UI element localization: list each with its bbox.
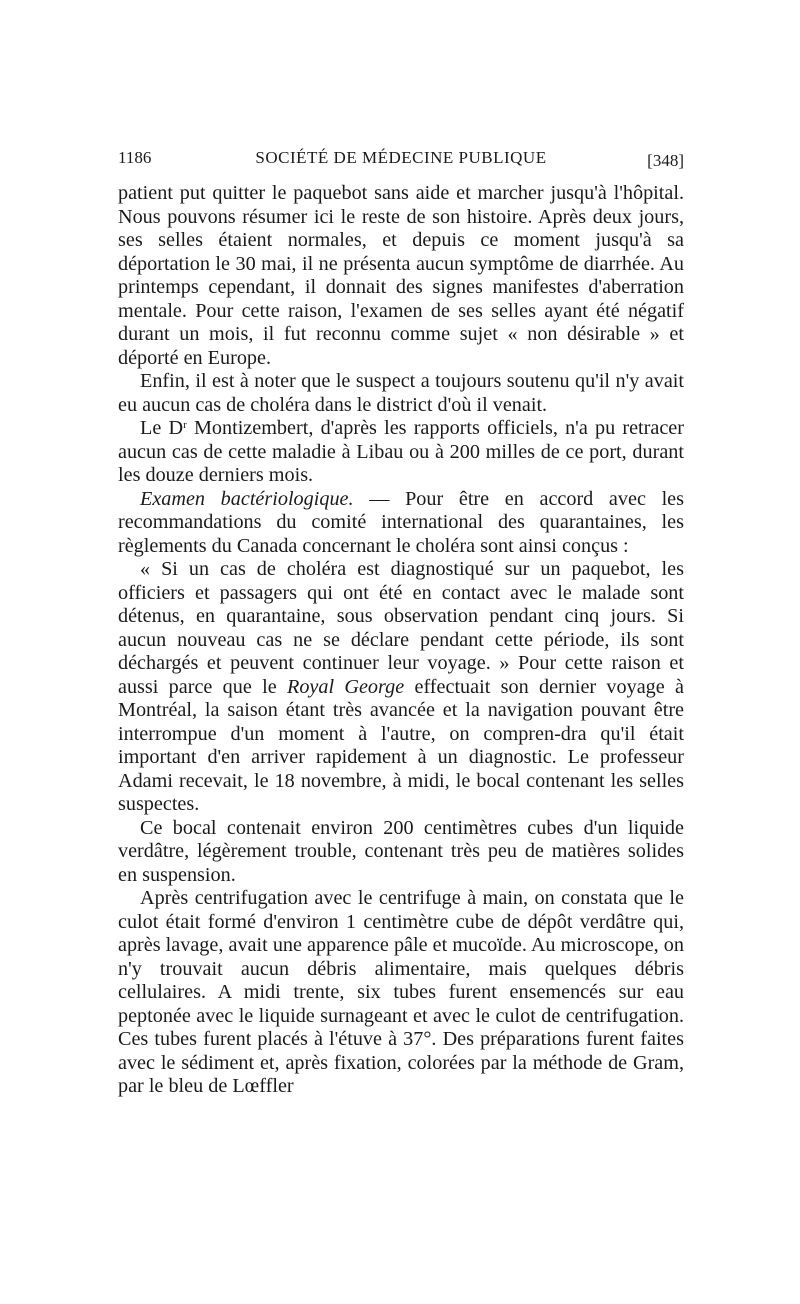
page-number: 1186 [118,148,152,167]
paragraph-patient-history: patient put quitter le paquebot sans aide et marcher jusqu'à l'hôpital. Nous pouvons résumer ici le reste de son histoire. Après deux jours, ses selles étaient normales, et depuis ce moment jusqu'à sa déportation le 30 mai, il ne présenta aucun symptôme de diarrhée. Au printemps cependant, il donnait des signes manifestes d'aberration mentale. Pour cette raison, l'examen de ses selles ayant été négatif durant un mois, il fut reconnu comme sujet « non désirable » et déporté en Europe. [118,182,684,369]
journal-title: SOCIÉTÉ DE MÉDECINE PUBLIQUE [255,148,547,167]
doctor-abbrev: Le D [140,417,184,439]
paragraph-regulation-quote [118,558,684,817]
doctor-abbrev-superscript: r [183,419,187,431]
body-text [118,182,684,1099]
section-heading-italic: Examen bactériologique. [140,487,354,510]
montizembert-text: Montizembert, d'après les rapports officiels, n'a pu retracer aucun cas de cette maladie à Libau ou à 200 milles de ce port, durant les douze derniers mois. [118,417,684,486]
running-head [118,148,684,174]
paragraph-bacteriological-exam [118,488,684,559]
paragraph-jar-contents: Ce bocal contenait environ 200 centimètres cubes d'un liquide verdâtre, légèrement trouble, contenant très peu de matières solides en suspension. [118,816,684,886]
paragraph-suspect-statement: Enfin, il est à noter que le suspect a toujours soutenu qu'il n'y avait eu aucun cas de choléra dans le district d'où il venait. [118,370,684,416]
ship-name: Royal George [287,675,405,698]
regulation-text: « Si un cas de choléra est diagnostiqué sur un paquebot, les officiers et passagers qui ont été en contact avec le malade sont détenus, en quarantaine, sous observation pendant cinq jours. Si aucun nouveau cas ne se déclare pendant cette période, ils sont déchargés et peuvent continuer leur voyage. » Pour cette raison et aussi parce que le [118,558,684,698]
regulation-text-continued: effectuait son dernier voyage à Montréal, la saison étant très avancée et la navigation pouvant être interrompue d'un moment à l'autre, on compren-dra qu'il était important d'en arriver rapidement à un diagnostic. Le professeur Adami recevait, le 18 novembre, à midi, le bocal contenant les selles suspectes. [118,675,684,815]
bacteriological-exam-text: — Pour être en accord avec les recommandations du comité international des quarantaines, les règlements du Canada concernant le choléra sont ainsi conçus : [118,487,684,557]
section-reference: [348] [647,151,684,170]
paragraph-centrifugation: Après centrifugation avec le centrifuge à main, on constata que le culot était formé d'environ 1 centimètre cube de dépôt verdâtre qui, après lavage, avait une apparence pâle et mucoïde. Au microscope, on n'y trouvait aucun débris alimentaire, mais quelques débris cellulaires. A midi trente, six tubes furent ensemencés sur eau peptonée avec le liquide surnageant et avec le culot de centrifugation. Ces tubes furent placés à l'étuve à 37°. Des préparations furent faites avec le sédiment et, après fixation, colorées par la méthode de Gram, par le bleu de Lœffler [118,887,684,1097]
paragraph-montizembert [118,417,684,488]
